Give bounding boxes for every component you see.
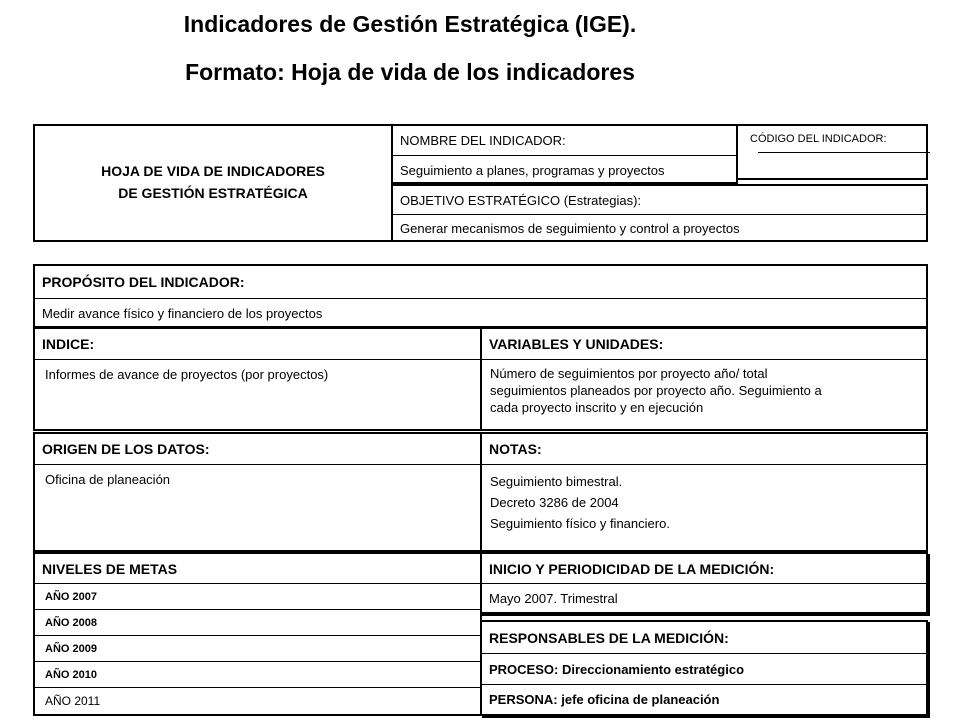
proposito-box xyxy=(33,264,928,328)
proposito-value: Medir avance físico y financiero de los proyectos xyxy=(35,298,926,328)
metas-year-row: AÑO 2010 xyxy=(35,661,480,687)
metas-box xyxy=(33,552,482,716)
metas-label: NIVELES DE METAS xyxy=(42,560,178,577)
responsables-box xyxy=(480,620,928,716)
indice-label: INDICE: xyxy=(42,336,95,352)
notas-value xyxy=(482,464,926,552)
variables-value xyxy=(482,359,926,431)
doc-title-line1: HOJA DE VIDA DE INDICADORES xyxy=(101,163,325,179)
metas-year-row: AÑO 2011 xyxy=(35,687,480,714)
indice-box xyxy=(33,327,482,431)
inicio-value: Mayo 2007. Trimestral xyxy=(482,583,926,612)
objetivo-estrategico-label: OBJETIVO ESTRATÉGICO (Estrategias): xyxy=(400,192,642,208)
nombre-indicador-label: NOMBRE DEL INDICADOR: xyxy=(400,133,566,148)
nombre-indicador-box xyxy=(391,124,738,184)
inicio-box xyxy=(480,552,928,614)
variables-line: cada proyecto inscrito y en ejecución xyxy=(490,400,704,415)
codigo-indicador-value xyxy=(758,152,930,180)
objetivo-estrategico-value: Generar mecanismos de seguimiento y control a proyectos xyxy=(393,214,926,242)
variables-box xyxy=(480,327,928,431)
variables-line: seguimientos planeados por proyecto año. Seguimiento a xyxy=(490,383,822,398)
page-subtitle: Formato: Hoja de vida de los indicadores xyxy=(185,59,635,85)
variables-line: Número de seguimientos por proyecto año/ total xyxy=(490,366,768,381)
objetivo-estrategico-box xyxy=(391,184,928,242)
origen-box xyxy=(33,432,482,552)
doc-title-line2: DE GESTIÓN ESTRATÉGICA xyxy=(118,185,308,201)
variables-label: VARIABLES Y UNIDADES: xyxy=(489,336,664,352)
doc-title-box xyxy=(33,124,393,242)
notas-line: Seguimiento bimestral. xyxy=(490,474,623,489)
codigo-indicador-label: CÓDIGO DEL INDICADOR: xyxy=(750,133,887,145)
notas-box xyxy=(480,432,928,552)
origen-label: ORIGEN DE LOS DATOS: xyxy=(42,441,210,457)
metas-year-row: AÑO 2008 xyxy=(35,609,480,635)
metas-year-row: AÑO 2007 xyxy=(35,583,480,609)
notas-line: Decreto 3286 de 2004 xyxy=(490,495,619,510)
page-title: Indicadores de Gestión Estratégica (IGE). xyxy=(183,11,637,37)
responsables-label: RESPONSABLES DE LA MEDICIÓN: xyxy=(489,629,729,646)
proposito-label: PROPÓSITO DEL INDICADOR: xyxy=(42,274,245,290)
notas-label: NOTAS: xyxy=(489,441,542,457)
notas-line: Seguimiento físico y financiero. xyxy=(490,516,670,531)
responsables-proceso: PROCESO: Direccionamiento estratégico xyxy=(482,653,926,684)
indice-value: Informes de avance de proyectos (por proyectos) xyxy=(35,359,480,431)
nombre-indicador-value: Seguimiento a planes, programas y proyectos xyxy=(393,155,736,184)
responsables-persona: PERSONA: jefe oficina de planeación xyxy=(482,684,926,714)
inicio-label: INICIO Y PERIODICIDAD DE LA MEDICIÓN: xyxy=(489,560,775,577)
metas-year-row: AÑO 2009 xyxy=(35,635,480,661)
codigo-indicador-box xyxy=(736,124,928,180)
origen-value: Oficina de planeación xyxy=(35,464,480,552)
